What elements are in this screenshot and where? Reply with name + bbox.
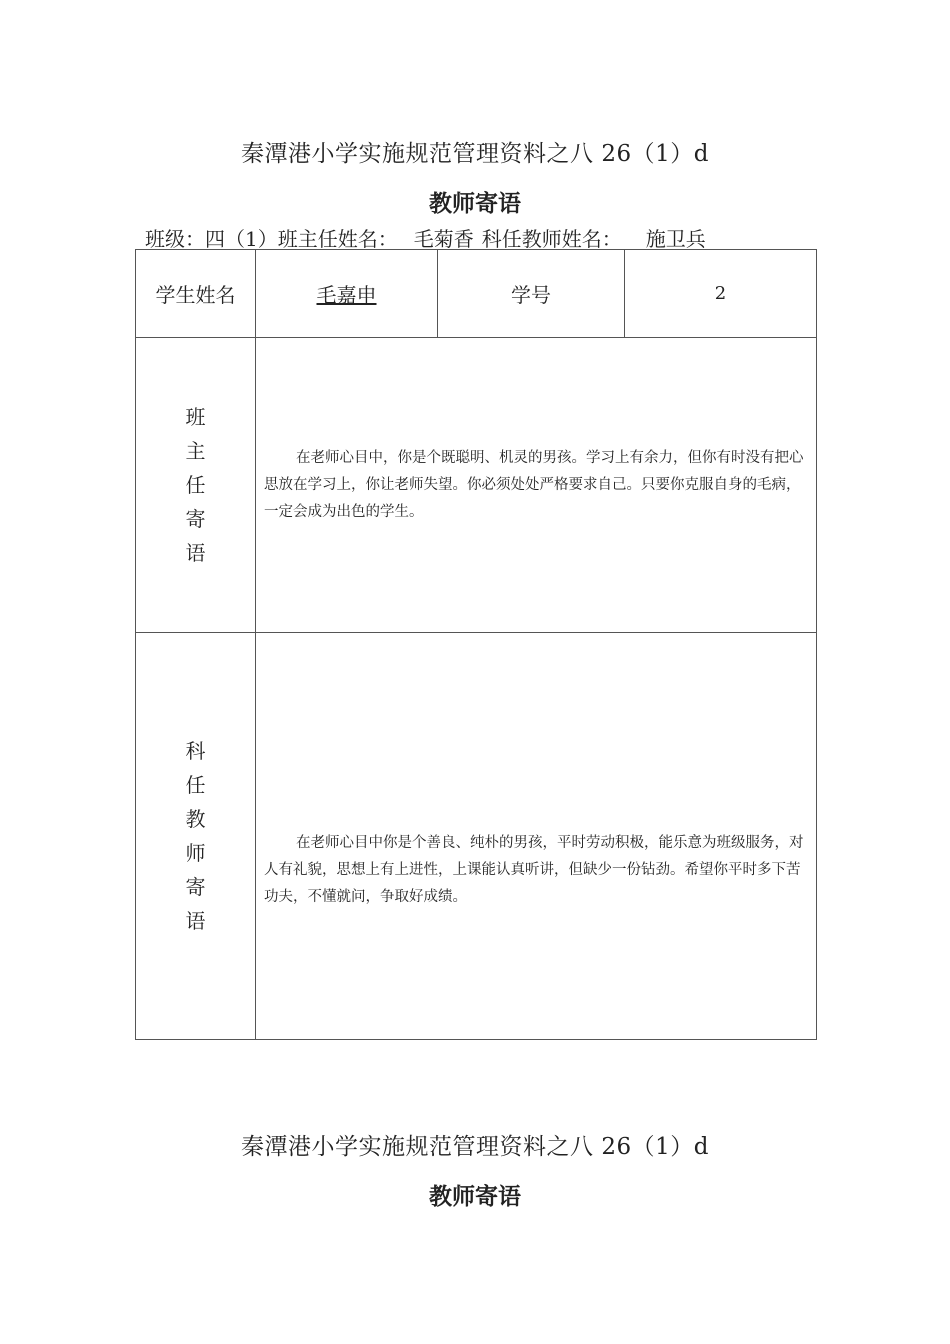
label-char: 教 — [185, 807, 206, 831]
label-char: 科 — [185, 739, 206, 763]
head-teacher-name: 毛菊香 — [413, 227, 474, 251]
page2-title: 秦潭港小学实施规范管理资料之八 26（1）d — [241, 1134, 709, 1160]
class-label: 班级：四（1）班主任姓名： — [145, 227, 398, 251]
subject-teacher-comment-label — [136, 633, 256, 1040]
label-char: 寄 — [185, 875, 206, 899]
subject-teacher-name: 施卫兵 — [645, 227, 706, 251]
label-char: 语 — [185, 541, 206, 565]
head-teacher-comment-label — [136, 338, 256, 633]
label-char: 任 — [185, 473, 206, 497]
label-char: 语 — [185, 909, 206, 933]
label-char: 班 — [185, 405, 206, 429]
subject-teacher-label: 科任教师姓名： — [481, 227, 622, 251]
subject-teacher-comment-row — [136, 633, 817, 1040]
student-name-label: 学生姓名 — [136, 250, 256, 338]
page2-subtitle: 教师寄语 — [429, 1183, 521, 1210]
student-name-value: 毛嘉申 — [256, 250, 438, 338]
label-char: 主 — [185, 439, 206, 463]
page-subtitle: 教师寄语 — [429, 190, 521, 217]
page-title: 秦潭港小学实施规范管理资料之八 26（1）d — [241, 141, 709, 167]
label-char: 任 — [185, 773, 206, 797]
subject-teacher-comment-cell — [256, 633, 817, 1040]
student-id-value: 2 — [625, 250, 817, 338]
head-teacher-comment-text: 在老师心目中，你是个既聪明、机灵的男孩。学习上有余力，但你有时没有把心思放在学习上，你让老师失望。你必须处处严格要求自己。只要你克服自身的毛病，一定会成为出色的学生。 — [264, 450, 804, 520]
head-teacher-comment-cell — [256, 338, 817, 633]
student-info-row — [136, 250, 817, 338]
comment-form-table — [135, 249, 817, 1040]
label-char: 寄 — [185, 507, 206, 531]
subject-teacher-comment-text: 在老师心目中你是个善良、纯朴的男孩，平时劳动积极，能乐意为班级服务，对人有礼貌，思想上有上进性，上课能认真听讲，但缺少一份钻劲。希望你平时多下苦功夫，不懂就问，争取好成绩。 — [264, 834, 804, 905]
student-id-label: 学号 — [438, 250, 625, 338]
head-teacher-comment-row — [136, 338, 817, 633]
info-line — [145, 223, 706, 252]
label-char: 师 — [185, 841, 206, 865]
